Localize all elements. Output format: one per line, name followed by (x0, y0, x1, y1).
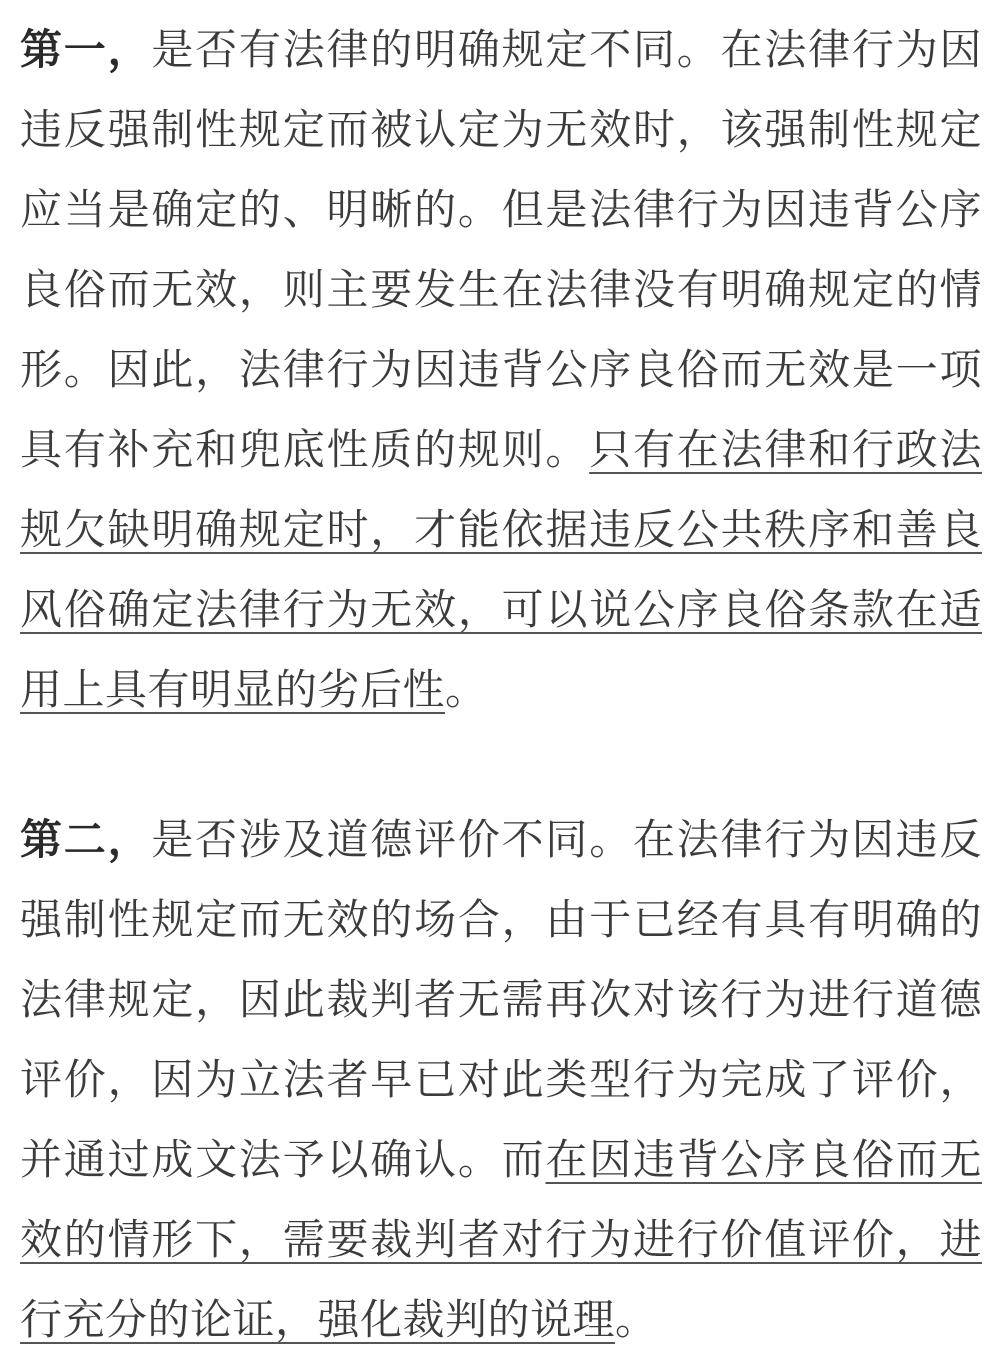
paragraph-lead: 第一， (20, 25, 152, 74)
paragraph-end: 。 (445, 665, 488, 714)
paragraph-second (20, 800, 982, 1360)
paragraph-text: 是否有法律的明确规定不同。在法律行为因违反强制性规定而被认定为无效时，该强制性规定应当是确定的、明晰的。但是法律行为因违背公序良俗而无效，则主要发生在法律没有明确规定的情形。因此，法律行为因违背公序良俗而无效是一项具有补充和兜底性质的规则。 (20, 25, 982, 474)
paragraph-first (20, 0, 982, 730)
paragraph-text: 是否涉及道德评价不同。在法律行为因违反强制性规定而无效的场合，由于已经有具有明确的法律规定，因此裁判者无需再次对该行为进行道德评价，因为立法者早已对此类型行为完成了评价，并通过成文法予以确认。而 (20, 815, 982, 1184)
underlined-passage: 只有在法律和行政法规欠缺明确规定时，才能依据违反公共秩序和善良风俗确定法律行为无效，可以说公序良俗条款在适用上具有明显的劣后性 (20, 425, 982, 714)
underlined-passage: 在因违背公序良俗而无效的情形下，需要裁判者对行为进行价值评价，进行充分的论证，强化裁判的说理 (20, 1135, 982, 1344)
paragraph-lead: 第二， (20, 815, 152, 864)
paragraph-end: 。 (615, 1295, 658, 1344)
article-body (20, 0, 982, 1360)
